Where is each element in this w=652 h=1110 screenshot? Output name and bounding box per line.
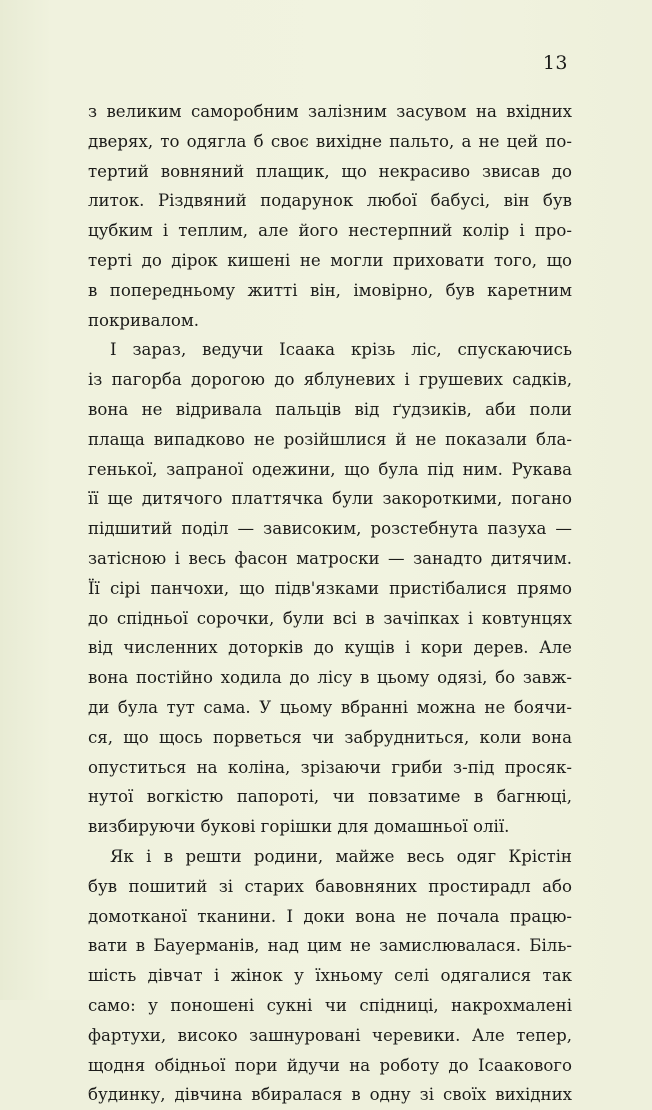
text-line: само: у поношені сукні чи спідниці, накрохмалені <box>88 995 572 1015</box>
text-line: від численних доторків до кущів і кори дерев. Але <box>88 638 572 658</box>
text-line: вона постійно ходила до лісу в цьому одязі, бо завж- <box>88 668 572 688</box>
text-line: затісною і весь фасон матроски — занадто дитячим. <box>88 548 572 568</box>
text-line: до спідньої сорочки, були всі в зачіпках і ковтунцях <box>88 608 572 628</box>
text-line: тертий вовняний плащик, що некрасиво звисав до <box>88 161 572 181</box>
text-line: підшитий поділ — зависоким, розстебнута пазуха — <box>88 519 572 539</box>
text-line: дверях, то одягла б своє вихідне пальто, а не цей по- <box>88 131 572 151</box>
text-line: її ще дитячого платтячка були закороткими, погано <box>88 489 572 509</box>
text-line: литок. Різдвяний подарунок любої бабусі, він був <box>88 191 572 211</box>
text-line: фартухи, високо зашнуровані черевики. Але тепер, <box>88 1025 572 1045</box>
text-line: із пагорба дорогою до яблуневих і грушевих садків, <box>88 370 572 390</box>
text-line: плаща випадково не розійшлися й не показали бла- <box>88 429 572 449</box>
text-line: з великим саморобним залізним засувом на вхідних <box>88 102 572 121</box>
text-line: будинку, дівчина вбиралася в одну зі своїх вихідних <box>88 1085 572 1105</box>
text-line: щодня обідньої пори йдучи на роботу до Ісаакового <box>88 1055 572 1075</box>
text-line: Як і в решти родини, майже весь одяг Крістін <box>110 846 572 866</box>
text-line: шість дівчат і жінок у їхньому селі одягалися так <box>88 966 572 986</box>
text-line: домотканої тканини. І доки вона не почала працю- <box>88 906 572 926</box>
text-line: ди була тут сама. У цьому вбранні можна не боячи- <box>88 697 572 717</box>
text-line: опуститься на коліна, зрізаючи гриби з-під просяк- <box>88 757 572 777</box>
text-body <box>88 97 572 1110</box>
text-line: в попередньому житті він, імовірно, був каретним <box>88 280 572 300</box>
text-line: нутої вогкістю папороті, чи повзатиме в багнюці, <box>88 787 572 807</box>
text-line: ся, що щось порветься чи забрудниться, коли вона <box>88 727 572 747</box>
text-line: цубким і теплим, але його нестерпний колір і про- <box>88 221 572 241</box>
text-line: вона не відривала пальців від ґудзиків, аби поли <box>88 399 572 419</box>
text-line: Її сірі панчохи, що підв'язками пристібалися прямо <box>88 578 572 598</box>
text-line: І зараз, ведучи Ісаака крізь ліс, спускаючись <box>110 340 572 360</box>
text-line: покривалом. <box>88 310 200 330</box>
text-line: вати в Бауерманів, над цим не замислювалася. Біль- <box>88 936 572 956</box>
text-line: генької, запраної одежини, що була під ним. Рукава <box>88 459 572 479</box>
text-line: визбируючи букові горішки для домашньої олії. <box>88 817 510 837</box>
text-line: був пошитий зі старих бавовняних простирадл або <box>88 876 572 896</box>
page-number: 13 <box>542 52 568 74</box>
text-line: терті до дірок кишені не могли приховати того, що <box>88 250 572 270</box>
